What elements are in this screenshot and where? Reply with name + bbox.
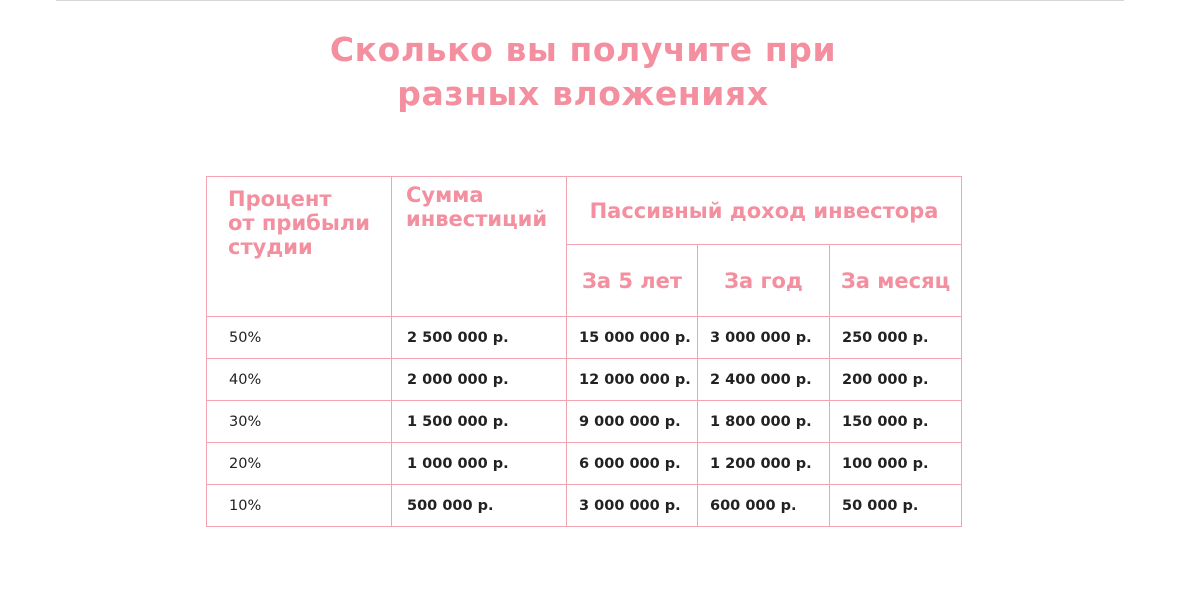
investment-table bbox=[206, 176, 962, 527]
header-five-years: За 5 лет bbox=[567, 245, 698, 317]
table-row bbox=[207, 443, 962, 485]
cell-month: 50 000 р. bbox=[830, 485, 962, 527]
header-percent-line-2: от прибыли bbox=[228, 211, 370, 235]
top-divider bbox=[56, 0, 1124, 1]
cell-sum: 1 000 000 р. bbox=[392, 443, 567, 485]
cell-month: 100 000 р. bbox=[830, 443, 962, 485]
header-percent bbox=[207, 177, 392, 317]
header-month: За месяц bbox=[830, 245, 962, 317]
cell-five-years: 12 000 000 р. bbox=[567, 359, 698, 401]
cell-percent: 10% bbox=[207, 485, 392, 527]
page-title bbox=[0, 28, 1166, 116]
cell-month: 200 000 р. bbox=[830, 359, 962, 401]
table-row bbox=[207, 401, 962, 443]
table-row bbox=[207, 317, 962, 359]
page-title-line-2: разных вложениях bbox=[397, 74, 769, 113]
header-sum-line-2: инвестиций bbox=[406, 207, 548, 231]
cell-year: 1 800 000 р. bbox=[698, 401, 830, 443]
header-year: За год bbox=[698, 245, 830, 317]
cell-sum: 1 500 000 р. bbox=[392, 401, 567, 443]
table-row bbox=[207, 359, 962, 401]
cell-five-years: 3 000 000 р. bbox=[567, 485, 698, 527]
header-percent-line-3: студии bbox=[228, 235, 313, 259]
cell-five-years: 15 000 000 р. bbox=[567, 317, 698, 359]
cell-sum: 2 500 000 р. bbox=[392, 317, 567, 359]
cell-percent: 40% bbox=[207, 359, 392, 401]
cell-month: 150 000 р. bbox=[830, 401, 962, 443]
header-percent-line-1: Процент bbox=[228, 187, 332, 211]
cell-year: 3 000 000 р. bbox=[698, 317, 830, 359]
cell-sum: 500 000 р. bbox=[392, 485, 567, 527]
header-sum-line-1: Сумма bbox=[406, 183, 484, 207]
header-passive-income: Пассивный доход инвестора bbox=[567, 177, 962, 245]
cell-percent: 20% bbox=[207, 443, 392, 485]
cell-five-years: 9 000 000 р. bbox=[567, 401, 698, 443]
header-row bbox=[207, 177, 962, 245]
cell-percent: 30% bbox=[207, 401, 392, 443]
cell-five-years: 6 000 000 р. bbox=[567, 443, 698, 485]
page-title-line-1: Сколько вы получите при bbox=[329, 30, 837, 69]
cell-year: 600 000 р. bbox=[698, 485, 830, 527]
cell-year: 1 200 000 р. bbox=[698, 443, 830, 485]
cell-sum: 2 000 000 р. bbox=[392, 359, 567, 401]
cell-year: 2 400 000 р. bbox=[698, 359, 830, 401]
cell-percent: 50% bbox=[207, 317, 392, 359]
header-sum bbox=[392, 177, 567, 317]
cell-month: 250 000 р. bbox=[830, 317, 962, 359]
table-row bbox=[207, 485, 962, 527]
